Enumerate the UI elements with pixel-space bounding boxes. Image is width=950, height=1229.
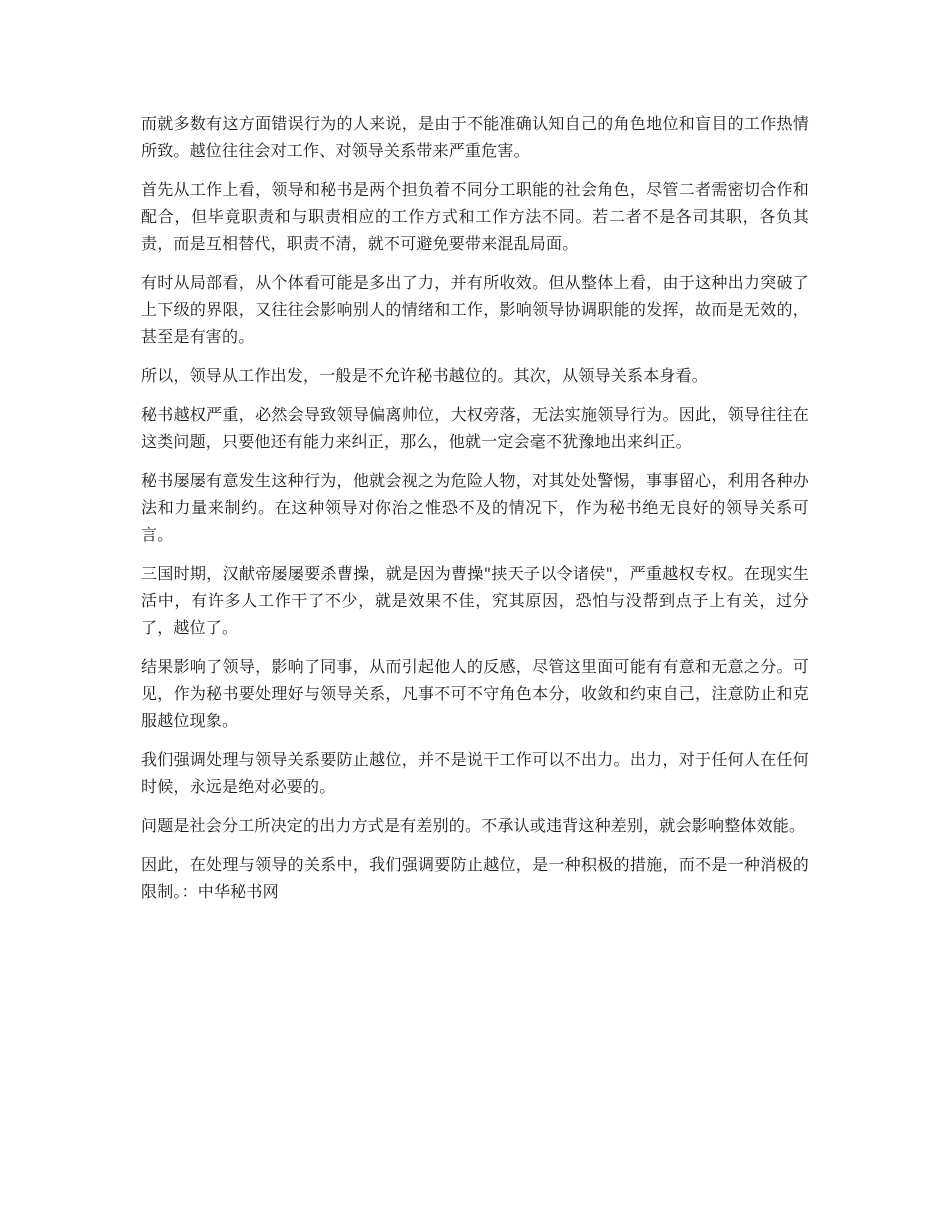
paragraph-4: 所以，领导从工作出发，一般是不允许秘书越位的。其次，从领导关系本身看。 <box>141 366 709 385</box>
paragraph-8: 结果影响了领导，影响了同事，从而引起他人的反感，尽管这里面可能有有意和无意之分。可见，作为秘书要处理好与领导关系，凡事不可不守角色本分，收敛和约束自己，注意防止和克服越位现象。 <box>141 657 809 730</box>
document-body <box>141 110 809 917</box>
paragraph-2: 首先从工作上看，领导和秘书是两个担负着不同分工职能的社会角色，尽管二者需密切合作和配合，但毕竟职责和与职责相应的工作方式和工作方法不同。若二者不是各司其职，各负其责，而是互相替代，职责不清，就不可避免要带来混乱局面。 <box>141 180 809 253</box>
paragraph-5: 秘书越权严重，必然会导致领导偏离帅位，大权旁落，无法实施领导行为。因此，领导往往在这类问题，只要他还有能力来纠正，那么，他就一定会毫不犹豫地出来纠正。 <box>141 405 809 451</box>
paragraph-11: 因此，在处理与领导的关系中，我们强调要防止越位，是一种积极的措施，而不是一种消极的限制。：中华秘书网 <box>141 855 809 901</box>
paragraph-1: 而就多数有这方面错误行为的人来说，是由于不能准确认知自己的角色地位和盲目的工作热情所致。越位往往会对工作、对领导关系带来严重危害。 <box>141 114 809 160</box>
paragraph-10: 问题是社会分工所决定的出力方式是有差别的。不承认或违背这种差别，就会影响整体效能。 <box>141 816 806 835</box>
paragraph-3: 有时从局部看，从个体看可能是多出了力，并有所收效。但从整体上看，由于这种出力突破了上下级的界限，又往往会影响别人的情绪和工作，影响领导协调职能的发挥，故而是无效的，甚至是有害的。 <box>141 273 809 346</box>
paragraph-7: 三国时期，汉献帝屡屡要杀曹操，就是因为曹操"挟天子以令诸侯"，严重越权专权。在现实生活中，有许多人工作干了不少，就是效果不佳，究其原因，恐怕与没帮到点子上有关，过分了，越位了。 <box>141 564 809 637</box>
paragraph-6: 秘书屡屡有意发生这种行为，他就会视之为危险人物，对其处处警惕，事事留心，利用各种办法和力量来制约。在这种领导对你治之惟恐不及的情况下，作为秘书绝无良好的领导关系可言。 <box>141 471 809 544</box>
paragraph-9: 我们强调处理与领导关系要防止越位，并不是说干工作可以不出力。出力，对于任何人在任何时候，永远是绝对必要的。 <box>141 750 809 796</box>
